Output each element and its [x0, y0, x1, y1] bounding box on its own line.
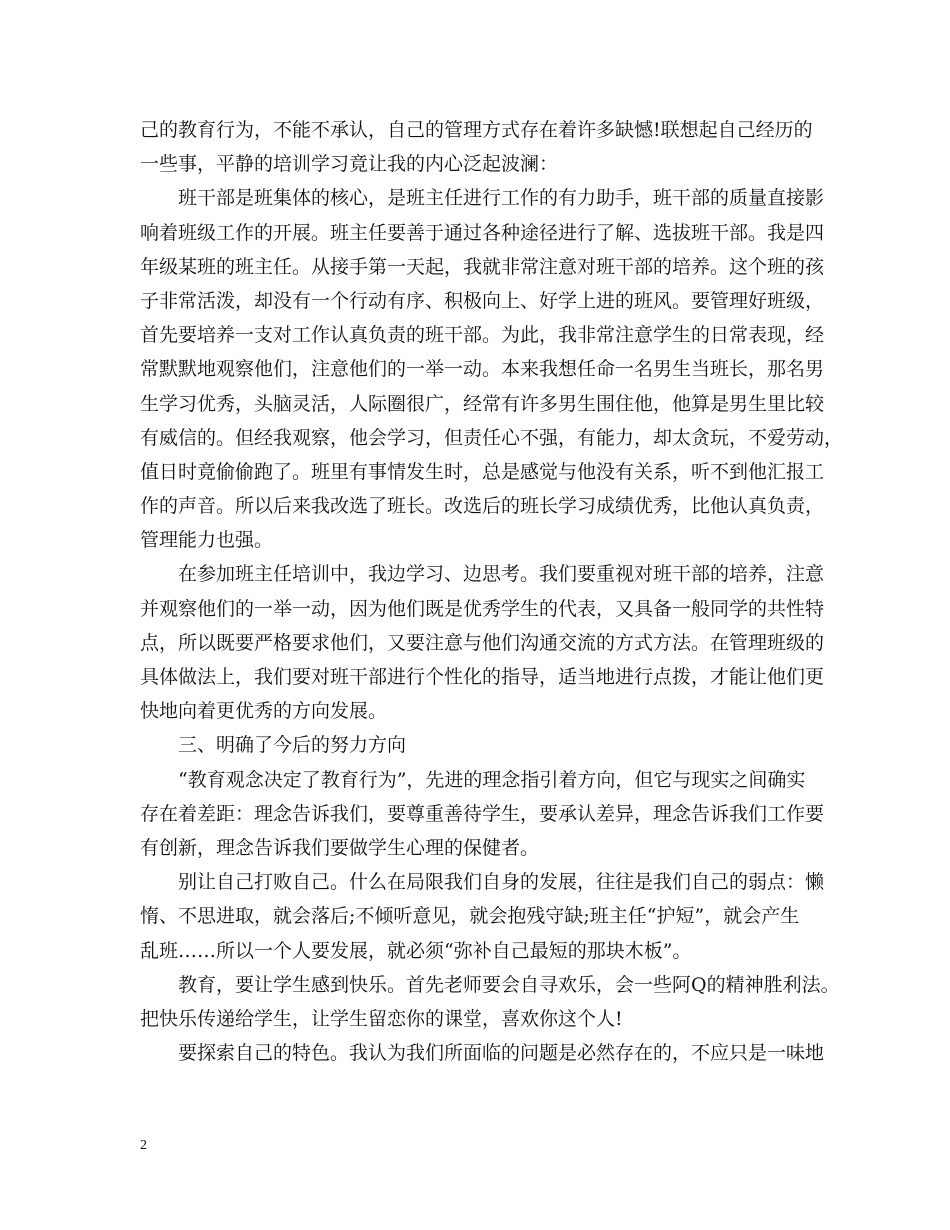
text-line: 三、明确了今后的努力方向: [178, 734, 407, 757]
text-line: 具体做法上，我们要对班干部进行个性化的指导，适当地进行点拨，才能让他们更: [140, 666, 825, 688]
text-line: 作的声音。所以后来我改选了班长。改选后的班长学习成绩优秀，比他认真负责，: [140, 495, 825, 518]
text-line: 点，所以既要严格要求他们，又要注意与他们沟通交流的方式方法。在管理班级的: [140, 631, 825, 654]
text-line: 在参加班主任培训中，我边学习、边思考。我们要重视对班干部的培养，注意: [178, 563, 825, 586]
text-line: 有威信的。但经我观察，他会学习，但责任心不强，有能力，却太贪玩，不爱劳动，: [140, 426, 844, 449]
text-line: 子非常活泼，却没有一个行动有序、积极向上、好学上进的班风。要管理好班级，: [140, 289, 825, 312]
document-body: [140, 113, 844, 1070]
text-line: 并观察他们的一举一动，因为他们既是优秀学生的代表，又具备一般同学的共性特: [140, 597, 825, 620]
text-line: 班干部是班集体的核心，是班主任进行工作的有力助手，班干部的质量直接影: [178, 187, 825, 210]
text-line: 有创新，理念告诉我们要做学生心理的保健者。: [140, 836, 540, 859]
text-line: 响着班级工作的开展。班主任要善于通过各种途径进行了解、选拔班干部。我是四: [140, 221, 825, 244]
text-line: 乱班……所以一个人要发展，就必须“弥补自己最短的那块木板”。: [140, 939, 692, 962]
text-line: 把快乐传递给学生，让学生留恋你的课堂，喜欢你这个人!: [140, 1007, 623, 1030]
text-line: 存在着差距：理念告诉我们，要尊重善待学生，要承认差异，理念告诉我们工作要: [140, 802, 825, 825]
text-line: “教育观念决定了教育行为”，先进的理念指引着方向，但它与现实之间确实: [178, 768, 806, 791]
text-line: 生学习优秀，头脑灵活，人际圈很广，经常有许多男生围住他，他算是男生里比较: [140, 392, 825, 415]
text-line: 要探索自己的特色。我认为我们所面临的问题是必然存在的，不应只是一味地: [178, 1042, 825, 1065]
text-line: 首先要培养一支对工作认真负责的班干部。为此，我非常注意学生的日常表现，经: [140, 324, 825, 347]
text-line: 惰、不思进取，就会落后;不倾听意见，就会抱残守缺;班主任“护短”，就会产生: [140, 905, 800, 928]
text-line: 己的教育行为，不能不承认，自己的管理方式存在着许多缺憾!联想起自己经历的: [140, 119, 813, 141]
page-number: 2: [140, 1138, 147, 1153]
text-line: 一些事，平静的培训学习竟让我的内心泛起波澜：: [140, 153, 559, 176]
text-line: 管理能力也强。: [140, 529, 274, 552]
text-line: 教育，要让学生感到快乐。首先老师要会自寻欢乐，会一些阿Q的精神胜利法。: [178, 973, 840, 996]
text-line: 别让自己打败自己。什么在局限我们自身的发展，往往是我们自己的弱点：懒: [178, 871, 825, 894]
text-line: 常默默地观察他们，注意他们的一举一动。本来我想任命一名男生当班长，那名男: [140, 358, 825, 381]
text-line: 快地向着更优秀的方向发展。: [140, 700, 388, 723]
text-line: 年级某班的班主任。从接手第一天起，我就非常注意对班干部的培养。这个班的孩: [140, 255, 825, 278]
text-line: 值日时竟偷偷跑了。班里有事情发生时，总是感觉与他没有关系，听不到他汇报工: [140, 460, 825, 483]
